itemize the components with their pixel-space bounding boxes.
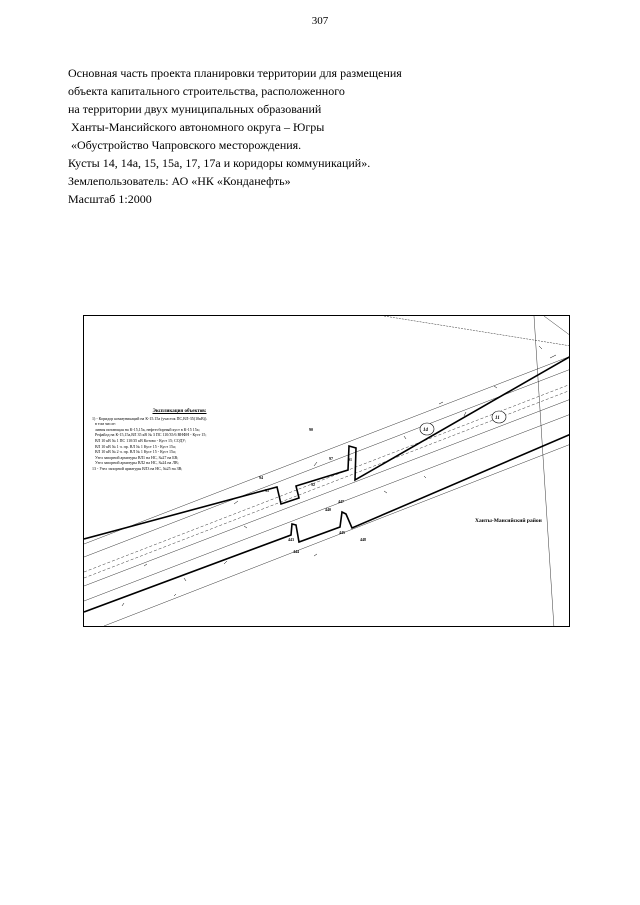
point-label: 90 [309, 427, 313, 432]
point-label: 91 [348, 457, 352, 462]
point-label: 95 [265, 488, 269, 493]
point-label: 445 [339, 530, 345, 535]
point-label: 92 [311, 482, 315, 487]
point-label: 443 [288, 537, 294, 542]
point-label: 447 [338, 499, 344, 504]
document-heading [68, 64, 548, 208]
heading-line: Ханты-Мансийского автономного округа – Югры [68, 120, 325, 134]
legend-item: ВЛ 10 кВ № 2 ч. пр. ВЛ № 1 Куст 15 - Куст 15а; [92, 449, 176, 455]
heading-line: Масштаб 1:2000 [68, 192, 152, 206]
map-legend [92, 409, 267, 472]
legend-item: Узел запорной арматуры ВЛ2 на НС, №24 на ЛВ; [92, 460, 179, 466]
heading-line: Основная часть проекта планировки территории для размещения [68, 66, 402, 80]
legend-item: линия питающая на К-15,15а, нефтесборный куст в К-15 15а; [92, 426, 200, 432]
circle-label: 11 [495, 416, 500, 421]
legend-item: ВЛ 10 кВ № 1 ПС 110/35 кВ Котово - Куст 15; СОДУ; [92, 437, 187, 443]
heading-line: «Обустройство Чапровского месторождения. [68, 138, 302, 152]
district-label: Ханты-Мансийский район [475, 518, 542, 524]
legend-item: 13 - Узел запорной арматуры ВЛ3 на НС, №25 на ЗВ; [92, 465, 183, 471]
point-label: 94 [259, 475, 263, 480]
heading-line: на территории двух муниципальных образований [68, 102, 322, 116]
heading-line: Землепользователь: АО «НК «Конданефть» [68, 174, 291, 188]
circle-label: 14 [423, 428, 428, 433]
legend-item: 1) - Коридор коммуникаций на К-15.15а (участок ПС,ВЛ-35(10кВ)). [92, 415, 208, 421]
point-label: 97 [329, 456, 333, 461]
legend-item: в том числе: [92, 421, 116, 427]
point-label: 448 [360, 537, 366, 542]
circle-markers [420, 411, 506, 435]
map-marks [122, 346, 556, 606]
legend-title: Экспликация объектов: [152, 409, 207, 414]
point-label: 444 [293, 549, 299, 554]
heading-line: Кусты 14, 14а, 15, 15а, 17, 17а и коридоры коммуникаций». [68, 156, 371, 170]
legend-item: Рефайлд на К-15,15а,ВЛ 35 кВ № 3 ПС 110/35/6 ВНФН - Куст 15; [92, 432, 207, 438]
legend-item: Узел запорной арматуры ВЛ1 на НС, №27 на БВ; [92, 454, 179, 460]
planning-map [83, 315, 570, 627]
point-label: 440 [325, 507, 331, 512]
heading-line: объекта капитального строительства, расположенного [68, 84, 345, 98]
legend-item: ВЛ 10 кВ № 1 ч. пр. ВЛ № 1 Куст 15 - Куст 15а; [92, 443, 176, 449]
page-number: 307 [311, 15, 329, 27]
